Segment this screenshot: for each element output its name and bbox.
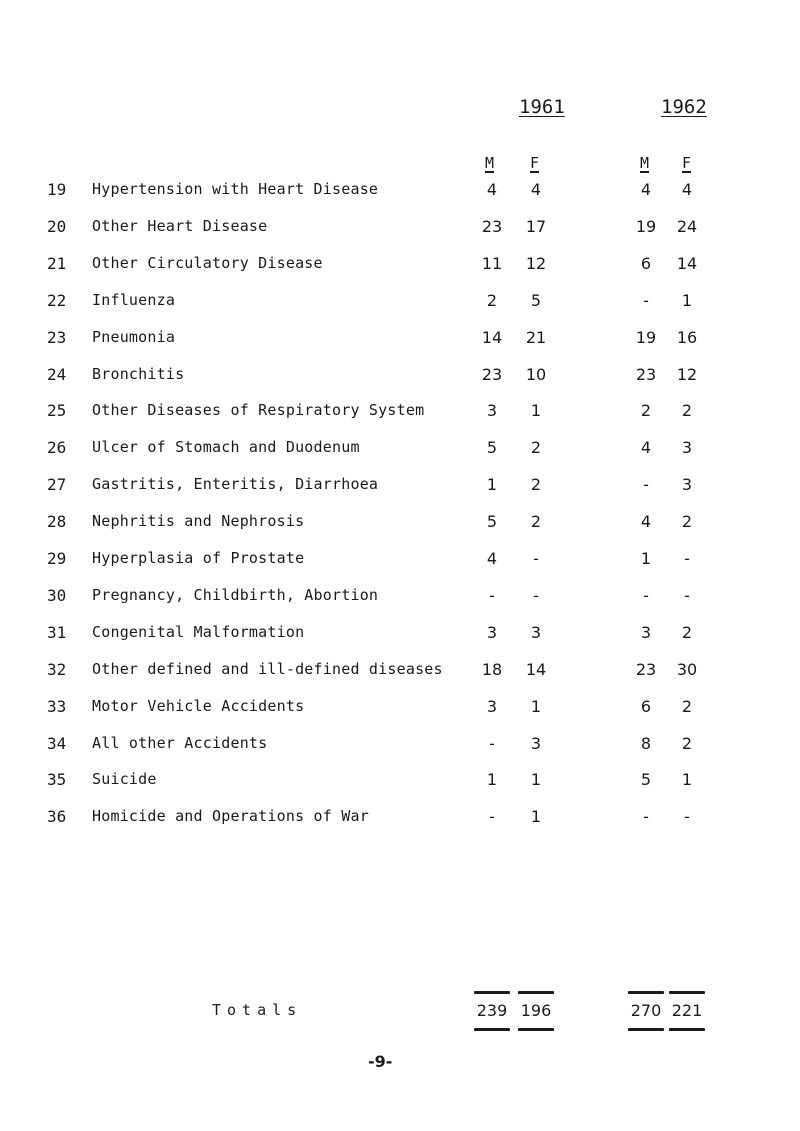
totals-top-rule-f-1962 <box>669 991 705 994</box>
value-f-1962: 3 <box>681 475 693 494</box>
value-f-1961: - <box>533 549 539 568</box>
table-row <box>0 512 800 540</box>
value-f-1962: 2 <box>681 734 693 753</box>
row-number: 35 <box>47 770 67 789</box>
row-number: 25 <box>47 401 67 420</box>
value-m-1961: 1 <box>486 475 498 494</box>
value-m-1961: 3 <box>486 401 498 420</box>
value-f-1961: 1 <box>530 697 542 716</box>
cause-label: Other defined and ill-defined diseases <box>92 660 443 678</box>
value-m-1961: - <box>489 734 495 753</box>
value-f-1961: 1 <box>530 770 542 789</box>
value-m-1961: 18 <box>481 660 503 679</box>
table-row <box>0 734 800 762</box>
table-row <box>0 475 800 503</box>
year-header-1962: 1962 <box>661 96 707 118</box>
value-m-1962: 6 <box>640 254 652 273</box>
table-row <box>0 660 800 688</box>
value-m-1961: 23 <box>481 217 503 236</box>
value-f-1962: 2 <box>681 623 693 642</box>
row-number: 22 <box>47 291 67 310</box>
value-f-1962: 12 <box>676 365 698 384</box>
value-f-1961: - <box>533 586 539 605</box>
row-number: 20 <box>47 217 67 236</box>
value-m-1962: - <box>643 807 649 826</box>
table-row <box>0 328 800 356</box>
value-f-1962: 1 <box>681 770 693 789</box>
value-f-1962: 24 <box>676 217 698 236</box>
value-f-1962: 30 <box>676 660 698 679</box>
totals-bottom-rule-m-1961 <box>474 1028 510 1031</box>
value-f-1961: 12 <box>525 254 547 273</box>
value-m-1962: 6 <box>640 697 652 716</box>
table-row <box>0 549 800 577</box>
value-m-1961: 1 <box>486 770 498 789</box>
value-m-1961: 4 <box>486 549 498 568</box>
value-m-1962: 4 <box>640 180 652 199</box>
value-f-1961: 21 <box>525 328 547 347</box>
value-m-1962: - <box>643 586 649 605</box>
cause-label: Homicide and Operations of War <box>92 807 369 825</box>
table-row <box>0 291 800 319</box>
cause-label: Congenital Malformation <box>92 623 305 641</box>
value-f-1962: 2 <box>681 512 693 531</box>
row-number: 30 <box>47 586 67 605</box>
value-f-1961: 2 <box>530 438 542 457</box>
total-m-1962: 270 <box>630 1001 662 1020</box>
row-number: 29 <box>47 549 67 568</box>
value-m-1962: 2 <box>640 401 652 420</box>
total-f-1962: 221 <box>671 1001 703 1020</box>
cause-label: Nephritis and Nephrosis <box>92 512 305 530</box>
row-number: 21 <box>47 254 67 273</box>
table-row <box>0 697 800 725</box>
value-f-1961: 2 <box>530 512 542 531</box>
value-m-1961: 23 <box>481 365 503 384</box>
value-m-1961: 5 <box>486 512 498 531</box>
table-row <box>0 770 800 798</box>
cause-label: Bronchitis <box>92 365 185 383</box>
row-number: 34 <box>47 734 67 753</box>
totals-bottom-rule-m-1962 <box>628 1028 664 1031</box>
sex-header-f-1961: F <box>530 154 540 172</box>
row-number: 33 <box>47 697 67 716</box>
sex-header-m-1962: M <box>640 154 650 172</box>
value-f-1962: - <box>684 807 690 826</box>
value-f-1961: 17 <box>525 217 547 236</box>
value-f-1961: 14 <box>525 660 547 679</box>
value-m-1961: 14 <box>481 328 503 347</box>
value-f-1961: 3 <box>530 623 542 642</box>
value-m-1962: - <box>643 475 649 494</box>
row-number: 27 <box>47 475 67 494</box>
value-f-1962: 4 <box>681 180 693 199</box>
value-f-1961: 2 <box>530 475 542 494</box>
cause-label: Other Diseases of Respiratory System <box>92 401 425 419</box>
value-m-1961: 3 <box>486 623 498 642</box>
cause-label: All other Accidents <box>92 734 268 752</box>
row-number: 19 <box>47 180 67 199</box>
sex-header-f-1962: F <box>682 154 692 172</box>
value-f-1962: 16 <box>676 328 698 347</box>
value-f-1961: 4 <box>530 180 542 199</box>
value-f-1961: 1 <box>530 401 542 420</box>
value-f-1962: 14 <box>676 254 698 273</box>
value-m-1961: 2 <box>486 291 498 310</box>
row-number: 26 <box>47 438 67 457</box>
totals-bottom-rule-f-1962 <box>669 1028 705 1031</box>
cause-label: Ulcer of Stomach and Duodenum <box>92 438 360 456</box>
table-row <box>0 254 800 282</box>
cause-label: Pregnancy, Childbirth, Abortion <box>92 586 379 604</box>
value-m-1962: 5 <box>640 770 652 789</box>
row-number: 31 <box>47 623 67 642</box>
row-number: 24 <box>47 365 67 384</box>
totals-label: Totals <box>212 1001 303 1019</box>
value-f-1961: 1 <box>530 807 542 826</box>
value-m-1961: 4 <box>486 180 498 199</box>
totals-top-rule-f-1961 <box>518 991 554 994</box>
table-row <box>0 217 800 245</box>
value-f-1962: 3 <box>681 438 693 457</box>
cause-label: Hyperplasia of Prostate <box>92 549 305 567</box>
cause-label: Pneumonia <box>92 328 176 346</box>
total-m-1961: 239 <box>476 1001 508 1020</box>
value-f-1962: 2 <box>681 401 693 420</box>
table-row <box>0 586 800 614</box>
value-m-1962: 19 <box>635 328 657 347</box>
total-f-1961: 196 <box>520 1001 552 1020</box>
value-m-1961: 5 <box>486 438 498 457</box>
cause-label: Motor Vehicle Accidents <box>92 697 305 715</box>
totals-top-rule-m-1962 <box>628 991 664 994</box>
value-m-1961: - <box>489 586 495 605</box>
table-row <box>0 623 800 651</box>
cause-label: Influenza <box>92 291 176 309</box>
table-row <box>0 807 800 835</box>
value-m-1961: 11 <box>481 254 503 273</box>
cause-label: Other Heart Disease <box>92 217 268 235</box>
value-f-1962: - <box>684 549 690 568</box>
row-number: 32 <box>47 660 67 679</box>
cause-label: Other Circulatory Disease <box>92 254 323 272</box>
totals-bottom-rule-f-1961 <box>518 1028 554 1031</box>
value-m-1961: - <box>489 807 495 826</box>
value-m-1962: 4 <box>640 512 652 531</box>
value-m-1962: 3 <box>640 623 652 642</box>
totals-top-rule-m-1961 <box>474 991 510 994</box>
cause-label: Hypertension with Heart Disease <box>92 180 379 198</box>
value-f-1961: 3 <box>530 734 542 753</box>
value-f-1961: 10 <box>525 365 547 384</box>
table-row <box>0 401 800 429</box>
row-number: 28 <box>47 512 67 531</box>
row-number: 23 <box>47 328 67 347</box>
cause-label: Suicide <box>92 770 157 788</box>
totals-row <box>0 1001 800 1029</box>
value-m-1961: 3 <box>486 697 498 716</box>
table-row <box>0 438 800 466</box>
page-number: -9- <box>368 1052 393 1071</box>
value-f-1962: 1 <box>681 291 693 310</box>
value-f-1961: 5 <box>530 291 542 310</box>
table-row <box>0 365 800 393</box>
year-header-1961: 1961 <box>519 96 565 118</box>
row-number: 36 <box>47 807 67 826</box>
cause-label: Gastritis, Enteritis, Diarrhoea <box>92 475 379 493</box>
sex-header-m-1961: M <box>485 154 495 172</box>
value-m-1962: 8 <box>640 734 652 753</box>
value-f-1962: - <box>684 586 690 605</box>
value-f-1962: 2 <box>681 697 693 716</box>
value-m-1962: - <box>643 291 649 310</box>
value-m-1962: 23 <box>635 660 657 679</box>
value-m-1962: 1 <box>640 549 652 568</box>
value-m-1962: 4 <box>640 438 652 457</box>
value-m-1962: 23 <box>635 365 657 384</box>
value-m-1962: 19 <box>635 217 657 236</box>
table-row <box>0 180 800 208</box>
